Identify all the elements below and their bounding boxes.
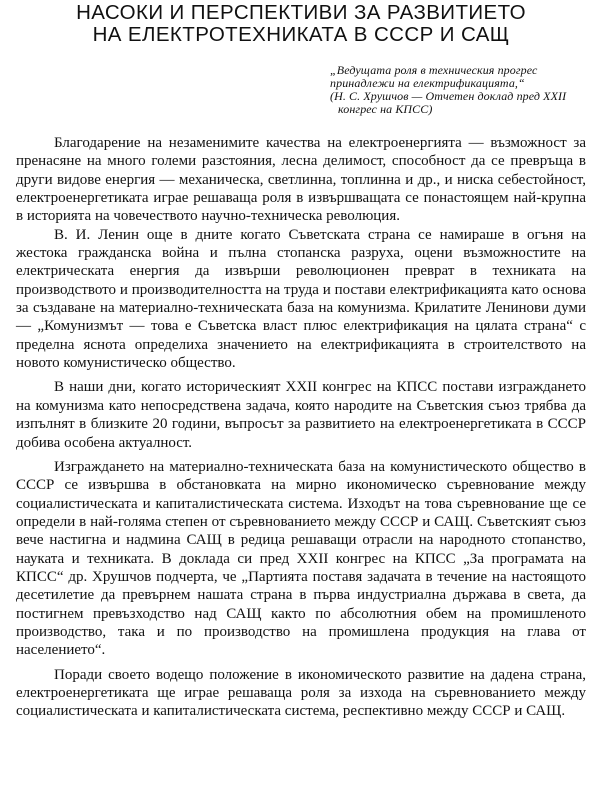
title-line-1: НАСОКИ И ПЕРСПЕКТИВИ ЗА РАЗВИТИЕТО bbox=[76, 1, 526, 24]
epigraph-quote: „Ведущата роля в техническия прогрес принадлежи на електрификацията,“ bbox=[330, 63, 538, 90]
paragraph: В. И. Ленин още в дните когато Съветската страна се намираше в огъня на жестока гражданска война и пълна стопанска разруха, оцени възможностите на електрическата енергия да извърши революционен преврат в техниката на производството и производителността на труда и постави електрификацията като основа за създаване на материално-техническата база на комунизма. Крилатите Ленинови думи — „Комунизмът — това е Съветска власт плюс електрификация на цялата страна“ с пределна яснота определиха значението на електрификацията в строителството на новото комунистическо общество. bbox=[16, 226, 586, 372]
paragraph: Поради своето водещо положение в икономическото развитие на дадена страна, електроенергетиката ще играе решаваща роля за изхода на съревнованието между социалистическата и капиталистическата система, респективно между СССР и САЩ. bbox=[16, 666, 586, 720]
epigraph-source: (Н. С. Хрушчов — Отчетен доклад пред XXII конгрес на КПСС) bbox=[330, 89, 567, 116]
epigraph bbox=[330, 64, 600, 116]
paragraph: Изграждането на материално-техническата база на комунистическото общество в СССР се извършва в обстановката на мирно икономическо съревнование между социалистическата и капиталистическата система. Изходът на това съревнование ще се определи в най-голяма степен от съревнованието между СССР и САЩ. Съветският съюз вече настигна и надмина САЩ в редица решаващи отрасли на народното стопанство, науката и техниката. В доклада си пред XXII конгрес на КПСС „За програмата на КПСС“ др. Хрушчов подчерта, че „Партията поставя задачата в течение на настоящото десетилетие да превърнем нашата страна в първа индустриална държава в света, да постигнем превъзходство над САЩ както по абсолютния обем на промишленото производство, така и по производство на промишлена продукция на глава от населението“. bbox=[16, 458, 586, 659]
article-body bbox=[16, 134, 586, 721]
paragraph: Благодарение на незаменимите качества на електроенергията — възможност за пренасяне на много големи разстояния, лесна делимост, способност да се превръща в други видове енергия — механическа, светлинна, топлинна и др., и ниска себестойност, електроенергетиката играе решаваща роля в извършващата се понастоящем най-крупна в историята на човечеството научно-техническа революция. bbox=[16, 135, 586, 225]
title-line-2: НА ЕЛЕКТРОТЕХНИКАТА В СССР И САЩ bbox=[92, 23, 510, 46]
paragraph: В наши дни, когато историческият XXII конгрес на КПСС постави изграждането на комунизма като непосредствена задача, която народите на Съветския съюз трябва да изпълнят в близките 20 години, въпросът за развитието на електроенергетиката в СССР добива особена актуалност. bbox=[16, 379, 586, 451]
page-title bbox=[16, 2, 586, 46]
